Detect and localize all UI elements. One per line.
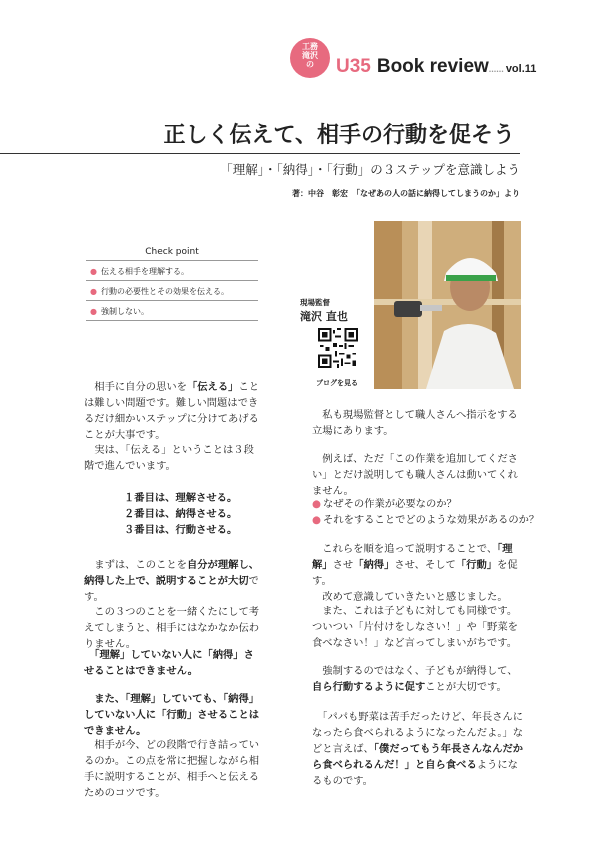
- manager-name: 滝沢 直也: [300, 310, 348, 323]
- bullet-dot-icon: ●: [90, 307, 97, 316]
- right-paragraph-4: また、これは子どもに対しても同様です。ついつい「片付けをしなさい！」や「野菜を食べなさい！」など言ってしまいがちです。: [312, 605, 518, 649]
- checkpoint-divider: [86, 280, 258, 281]
- checkpoint-item: ● 伝える相手を理解する。: [90, 267, 189, 276]
- left-paragraph-1: 相手に自分の思いを「伝える」ことは難しい問題です。難しい問題はできるだけ細かいステップに分けてあげることが大事です。: [84, 381, 260, 441]
- bullet-dot-icon: ●: [312, 514, 321, 526]
- left-paragraph-7: 相手が今、どの段階で行き詰っているのか。この点を常に把握しながら相手に説明することが、相手へと伝えるためのコツです。: [84, 739, 260, 799]
- left-paragraph-3: まずは、このことを自分が理解し、納得した上で、説明することが大切です。: [84, 559, 260, 603]
- series-badge: [290, 38, 330, 78]
- step-list: [124, 490, 237, 538]
- right-paragraph-2: 例えば、ただ「この作業を追加してください」とだけ説明しても職人さんは動いてくれません。: [312, 453, 518, 497]
- step-item: ３番目は、行動させる。: [124, 524, 238, 536]
- checkpoint-heading: Check point: [145, 247, 199, 257]
- blog-link[interactable]: ブログを見る: [316, 379, 358, 387]
- reason-bullet: ● なぜその作業が必要なのか？: [312, 498, 457, 510]
- checkpoint-item: ● 行動の必要性とその効果を伝える。: [90, 287, 229, 296]
- reason-bullet: ● それをすることでどのような効果があるのか？: [312, 514, 540, 526]
- step-item: ２番目は、納得させる。: [124, 508, 238, 520]
- series-title: [336, 56, 536, 78]
- reason-bullets: [312, 496, 540, 528]
- left-paragraph-4: この３つのことを一緒くたにして考えてしまうと、相手にはなかなか伝わりません。: [84, 606, 260, 650]
- left-paragraph-2: 実は、「伝える」ということは３段階で進んでいます。: [84, 444, 254, 472]
- checkpoint-item: ● 強制しない。: [90, 307, 149, 316]
- manager-role: 現場監督: [300, 298, 330, 307]
- step-item: １番目は、理解させる。: [124, 492, 238, 504]
- checkpoint-divider: [86, 300, 258, 301]
- left-paragraph-5: 「理解」していない人に「納得」させることはできません。: [84, 649, 254, 677]
- right-paragraph-6: 「パパも野菜は苦手だったけど、年長さんになったら食べられるようになったんだよ。」などと言えば、「僕だってもう年長さんなんだから食べられるんだ！」と自ら食べるようになるものです。: [312, 711, 524, 787]
- bullet-dot-icon: ●: [312, 498, 321, 510]
- right-paragraph-1: 私も現場監督として職人さんへ指示をする立場にあります。: [312, 409, 518, 437]
- title-rule: [0, 153, 520, 154]
- page-title: 正しく伝えて、相手の行動を促そう: [163, 123, 515, 148]
- series-dots: ......: [488, 64, 504, 74]
- badge-text-3: の: [306, 60, 314, 69]
- checkpoint-divider: [86, 260, 258, 261]
- qr-code-icon[interactable]: [318, 328, 358, 368]
- page-subtitle: 「理解」・「納得」・「行動」の３ステップを意識しよう: [220, 162, 520, 177]
- series-u35: U35: [336, 56, 371, 77]
- manager-photo: [374, 221, 521, 389]
- badge-text-1: 工務: [302, 42, 318, 51]
- book-credit: 著：中谷 彰宏 「なぜあの人の話に納得してしまうのか」より: [292, 189, 520, 198]
- left-paragraph-6: また、「理解」していても、「納得」していない人に「行動」させることはできません。: [84, 693, 260, 737]
- series-name: Book review: [376, 56, 489, 77]
- bullet-dot-icon: ●: [90, 287, 97, 296]
- checkpoint-divider: [86, 320, 258, 321]
- badge-text-2: 滝沢: [302, 51, 318, 60]
- bullet-dot-icon: ●: [90, 267, 97, 276]
- series-vol: vol.11: [505, 63, 537, 75]
- right-paragraph-5: 強制するのではなく、子どもが納得して、自ら行動するように促すことが大切です。: [312, 665, 518, 693]
- right-paragraph-3: これらを順を追って説明することで、「理解」させ「納得」させ、そして「行動」を促す。 改めて意識していきたいと感じました。: [312, 543, 518, 603]
